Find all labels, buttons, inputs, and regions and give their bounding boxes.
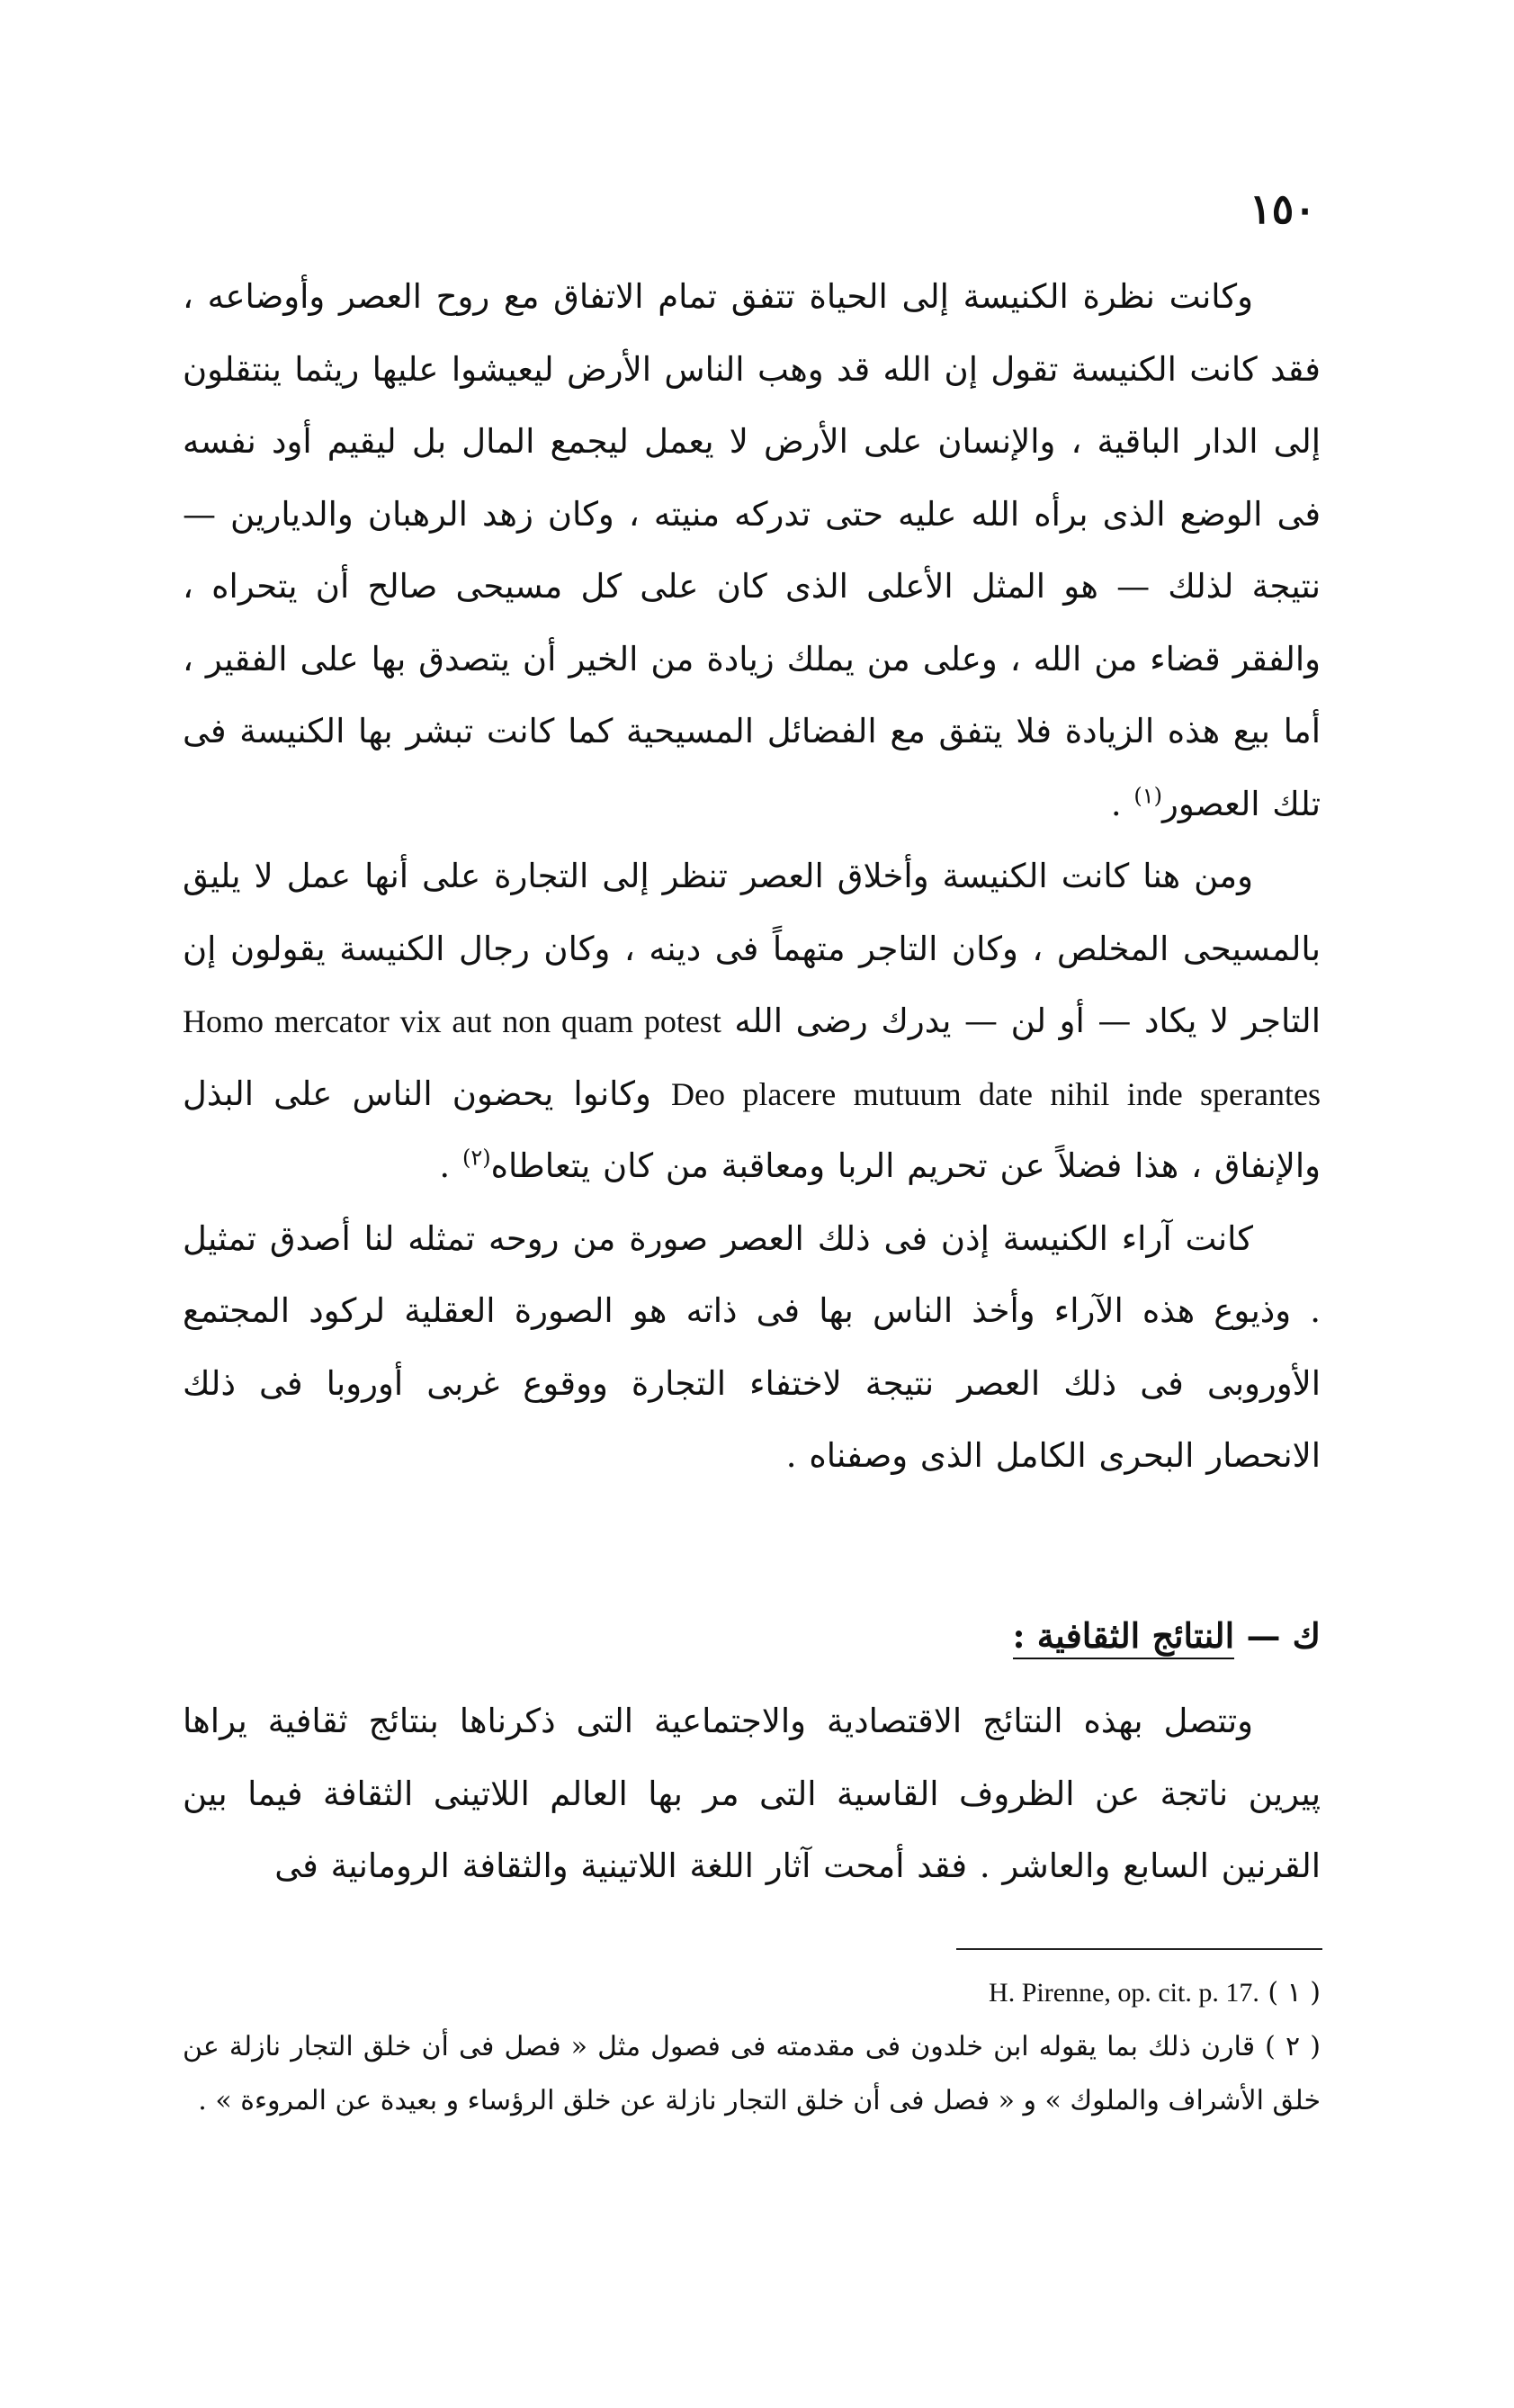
footnote-text: قارن ذلك بما يقوله ابن خلدون فى مقدمته فى فصول مثل « فصل فى أن خلق التجار نازلة عن خلق الأشراف والملوك » و « فصل فى أن خلق التجار نازلة عن خلق الرؤساء و بعيدة عن المروءة » . — [183, 2031, 1321, 2116]
paragraph-text: وكانت نظرة الكنيسة إلى الحياة تتفق تمام الاتفاق مع روح العصر وأوضاعه ، فقد كانت الكنيسة تقول إن الله قد وهب الناس الأرض ليعيشوا عليها ريثما ينتقلون إلى الدار الباقية ، والإنسان على الأرض لا يعمل ليجمع المال بل ليقيم أود نفسه فى الوضع الذى برأه الله عليه حتى تدركه منيته ، وكان زهد الرهبان والديارين — نتيجة لذلك — هو المثل الأعلى الذى كان على كل مسيحى صالح أن يتحراه ، والفقر قضاء من الله ، وعلى من يملك زيادة من الخير أن يتصدق بها على الفقير ، أما بيع هذه الزيادة فلا يتفق مع الفضائل المسيحية كما كانت تبشر بها الكنيسة فى تلك العصور — [183, 277, 1321, 823]
footnote-marker: ( ١ ) — [1268, 1977, 1321, 2008]
footnote-divider — [956, 1948, 1322, 1950]
main-text-upper — [183, 261, 1321, 1493]
main-text-lower — [183, 1685, 1321, 1903]
footnote-2 — [183, 2020, 1321, 2128]
paragraph-end: . — [439, 1146, 462, 1185]
footnote-ref-2: (٢) — [461, 1145, 491, 1171]
paragraph-church-opinions: كانت آراء الكنيسة إذن فى ذلك العصر صورة من روحه تمثله لنا أصدق تمثيل . وذيوع هذه الآراء وأخذ الناس بها فى ذاته هو الصورة العقلية لركود المجتمع الأوروبى فى ذلك العصر نتيجة لاختفاء التجارة ووقوع غربى أوروبا فى ذلك الانحصار البحرى الكامل الذى وصفناه . — [183, 1218, 1321, 1475]
footnote-ref-1: (١) — [1133, 783, 1163, 809]
paragraph-church-view — [183, 261, 1321, 840]
footnote-marker: ( ٢ ) — [1265, 2031, 1321, 2062]
paragraph-trade-view — [183, 840, 1321, 1203]
section-title: النتائج الثقافية : — [1013, 1615, 1235, 1659]
section-letter: ك — — [1246, 1615, 1321, 1656]
latin-quotation: Homo mercator vix aut non quam potest Deo placere mutuum date nihil inde sperantes — [183, 1003, 1321, 1112]
paragraph-end: . — [1110, 784, 1134, 823]
section-heading — [1013, 1615, 1321, 1656]
footnote-1 — [183, 1966, 1321, 2020]
paragraph-text: ومن هنا كانت الكنيسة وأخلاق العصر تنظر إلى التجارة على أنها عمل لا يليق بالمسيحى المخلص ، وكان التاجر متهماً فى دينه ، وكان رجال الكنيسة يقولون إن التاجر لا يكاد — أو لن — يدرك رضى الله — [183, 857, 1321, 1040]
footnote-text: H. Pirenne, op. cit. p. 17. — [989, 1978, 1259, 2008]
paragraph-cultural-results: وتتصل بهذه النتائج الاقتصادية والاجتماعية التى ذكرناها بنتائج ثقافية يراها پيرين ناتجة عن الظروف القاسية التى مر بها العالم اللاتينى الثقافة فيما بين القرنين السابع والعاشر . فقد أمحت آثار اللغة اللاتينية والثقافة الرومانية فى — [183, 1702, 1321, 1885]
paragraph-text-continued: وكانوا يحضون الناس على البذل والإنفاق ، هذا فضلاً عن تحريم الربا ومعاقبة من كان يتعاطاه — [183, 1074, 1321, 1185]
page-number: ١٥٠ — [1249, 184, 1316, 233]
footnotes — [183, 1966, 1321, 2128]
